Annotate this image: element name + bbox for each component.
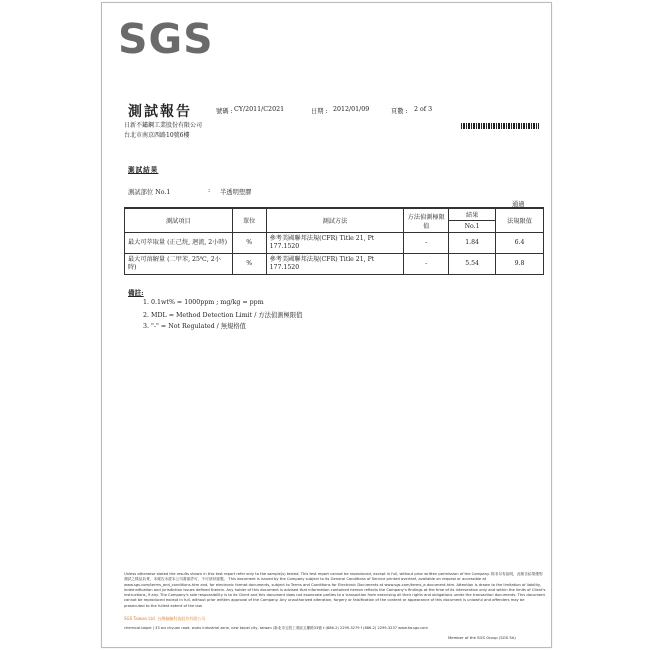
cell-limit: 6.4 [496,233,544,254]
cell-test-item: 最大可萃取量 (正己烷, 迴流, 2小時) [125,233,233,254]
cell-result: 1.84 [449,233,496,254]
report-number: CY/2011/C2021 [234,106,285,113]
header-test-item: 測試項目 [125,208,233,233]
table-row [125,254,544,275]
page-number-label: 頁數 : [391,108,408,115]
cell-test-method: 參考美國聯邦法規(CFR) Title 21, Pt 177.1520 [266,254,404,275]
header-test-method: 測試方法 [266,208,404,233]
cell-test-item: 最大可溶解量 (二甲苯, 25℃, 2小時) [125,254,233,275]
header-mdl: 方法偵測極限值 [404,208,449,233]
table-row [125,233,544,254]
cell-mdl: - [404,254,449,275]
note-item: 1. 0.1wt% = 1000ppm ; mg/kg = ppm [143,299,264,306]
notes-title: 備註: [128,289,144,297]
report-number-label: 號碼 : [216,108,233,115]
sample-colon: : [208,187,211,194]
barcode [461,123,539,129]
report-date: 2012/01/09 [333,106,370,113]
header-result-sample: No.1 [449,221,496,233]
results-table [124,207,544,275]
header-unit: 單位 [232,208,266,233]
footer-address: chemical-taipei | 33 wu chyuan road, wuku industrial zone, new taipei city, taiwan /新北市五股工業區五權路33號 t (886-2) 2299-3279 f (886-2) 2299-3237 www.tw.sgs.com [124,626,428,630]
note-item: 3. "-" = Not Regulated / 無規格值 [143,323,246,330]
cell-mdl: - [404,233,449,254]
sample-description: 半透明塑膠 [220,189,252,196]
cell-unit: % [232,254,266,275]
company-name: 日新不鏽鋼工業股份有限公司 [124,122,203,129]
report-title: 測試報告 [128,104,192,120]
sample-label: 測試部位 No.1 [128,189,171,196]
member-statement: Member of the SGS Group (SGS SA) [448,635,516,640]
report-date-label: 日期 : [311,108,328,115]
sgs-logo: SGS [118,15,214,63]
section-title: 測試結果 [128,166,159,174]
footer-company: SGS Taiwan Ltd. 台灣檢驗科技股份有限公司 [124,616,206,621]
company-address: 台北市南京西路10號6樓 [124,132,190,139]
legal-disclaimer: Unless otherwise stated the results shown in this test report refer only to the sample(s) tested. This test report cannot be reproduced, except in full, without prior written permission of the Company. 除非另有說明，此報告結果僅對測試之樣品負責，本報告未經本公司書面許可，不可部份複製。 This document is issued by the Company subject to its General Conditions of Service printed overleaf, available on request or accessible at www.sgs.com/terms_and_conditions.htm and, for electronic format documents, subject to Terms and Conditions for Electronic Documents at www.sgs.com/terms_e-document.htm. Attention is drawn to the limitation of liability, indemnification and jurisdiction issues defined therein. Any holder of this document is advised that information contained hereon reflects the Company's findings at the time of its intervention only and within the limits of Client's instructions, if any. The Company's sole responsibility is to its Client and this document does not exonerate parties to a transaction from exercising all their rights and obligations under the transaction documents. This document cannot be reproduced except in full, without prior written approval of the Company. Any unauthorized alteration, forgery or falsification of the content or appearance of this document is unlawful and offenders may be prosecuted to the fullest extent of the law. [124,572,546,608]
header-limit: 法規限值 [496,208,544,233]
cell-unit: % [232,233,266,254]
page-number: 2 of 3 [414,106,433,113]
cell-limit: 9.8 [496,254,544,275]
cell-result: 5.54 [449,254,496,275]
pass-label: 通過 [512,201,525,208]
cell-test-method: 參考美國聯邦法規(CFR) Title 21, Pt 177.1520 [266,233,404,254]
note-item: 2. MDL = Method Detection Limit / 方法偵測極限值 [143,312,303,319]
header-result: 結果 [449,208,496,221]
report-page [101,2,552,648]
